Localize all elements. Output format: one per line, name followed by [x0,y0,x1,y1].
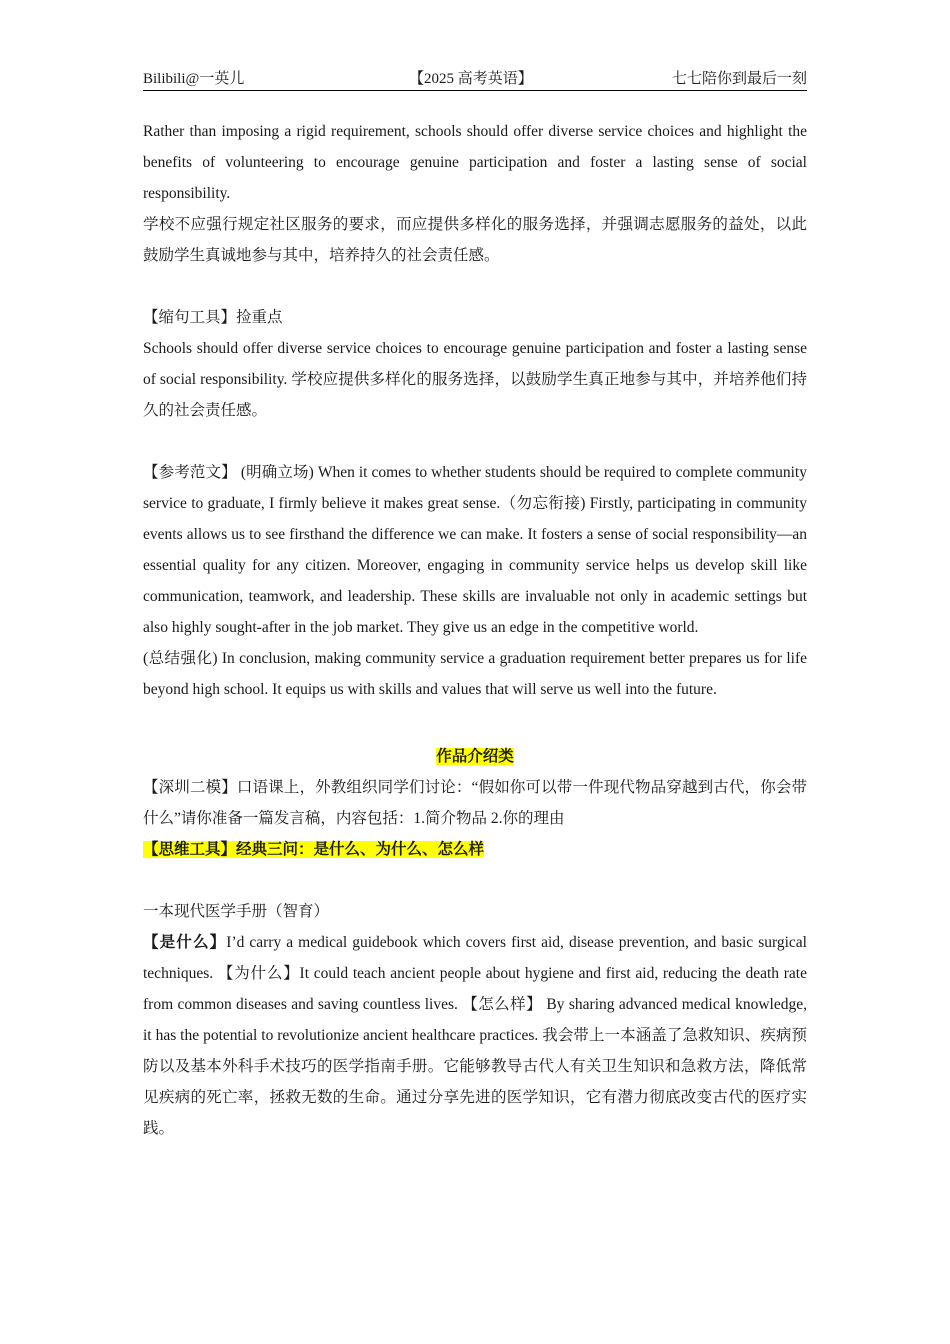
header-slogan: 七七陪你到最后一刻 [671,71,807,87]
condense-text: Schools should offer diverse service choices to encourage genuine participation and foster a lasting sense of social responsibility. 学校应提供多样化的服务选择，以鼓励学生真正地参与其中，并培养他们持久的社会责任感。 [143,340,807,419]
how-text: By sharing advanced medical knowledge, it has the potential to revolutionize ancient healthcare practices. 我会带上一本涵盖了急救知识、疾病预防以及基本外科手术技巧的医学指南手册。它能够教导古代人有关卫生知识和急救方法，降低常见疾病的死亡率，拯救无数的生命。通过分享先进的医学知识，它有潜力彻底改变古代的医疗实践。 [143,996,807,1137]
document-body [143,116,807,1144]
task-prompt: 【深圳二模】口语课上，外教组织同学们讨论：“假如你可以带一件现代物品穿越到古代，你会带什么”请你准备一篇发言稿，内容包括：1.简介物品 2.你的理由 [143,779,807,827]
page-header [143,62,807,91]
thinking-tool-line [143,834,807,865]
sample-essay-text-1: (明确立场) When it comes to whether students should be required to complete community service to graduate, I firmly believe it makes great sense.（勿忘衔接) Firstly, participating in community events allows us to see firsthand the difference we can make. It fosters a sense of social responsibility—an essential quality for any citizen. Moreover, engaging in community service helps us develop skill like communication, teamwork, and leadership. These skills are invaluable not only in academic settings but also highly sought-after in the job market. They give us an edge in the competitive world. [143,464,807,636]
section-title: 作品介绍类 [436,748,514,765]
spacer [143,865,807,896]
spacer [143,426,807,457]
summary-english: Rather than imposing a rigid requirement, schools should offer diverse service choices and highlight the benefits of volunteering to encourage genuine participation and foster a lasting sense of social responsibility. [143,123,807,202]
sample-essay-paragraph-1 [143,457,807,643]
section-title-line [143,741,807,772]
why-text: It could teach ancient people about hygiene and first aid, reducing the death rate from common diseases and saving countless lives. [143,965,807,1013]
example-title: 一本现代医学手册（智育） [143,903,330,920]
example-paragraph [143,927,807,1144]
spacer [143,271,807,302]
how-label: 【怎么样】 [462,996,543,1013]
sample-essay-paragraph-2: (总结强化) In conclusion, making community service a graduation requirement better prepares us for life beyond high school. It equips us with skills and values that will serve us well into the future. [143,650,807,698]
condense-title: 【缩句工具】捡重点 [143,309,283,326]
thinking-tool: 【思维工具】经典三问：是什么、为什么、怎么样 [143,841,485,858]
what-label: 【是什么】 [143,934,227,951]
what-text: I’d carry a medical guidebook which covers first aid, disease prevention, and basic surgical techniques. [143,934,807,982]
why-label: 【为什么】 [217,965,300,982]
sample-essay-label: 【参考范文】 [143,464,237,481]
header-source: Bilibili@一英儿 [143,71,245,87]
summary-chinese: 学校不应强行规定社区服务的要求，而应提供多样化的服务选择，并强调志愿服务的益处，以此鼓励学生真诚地参与其中，培养持久的社会责任感。 [143,216,807,264]
spacer [143,705,807,741]
header-title: 【2025 高考英语】 [409,71,533,87]
